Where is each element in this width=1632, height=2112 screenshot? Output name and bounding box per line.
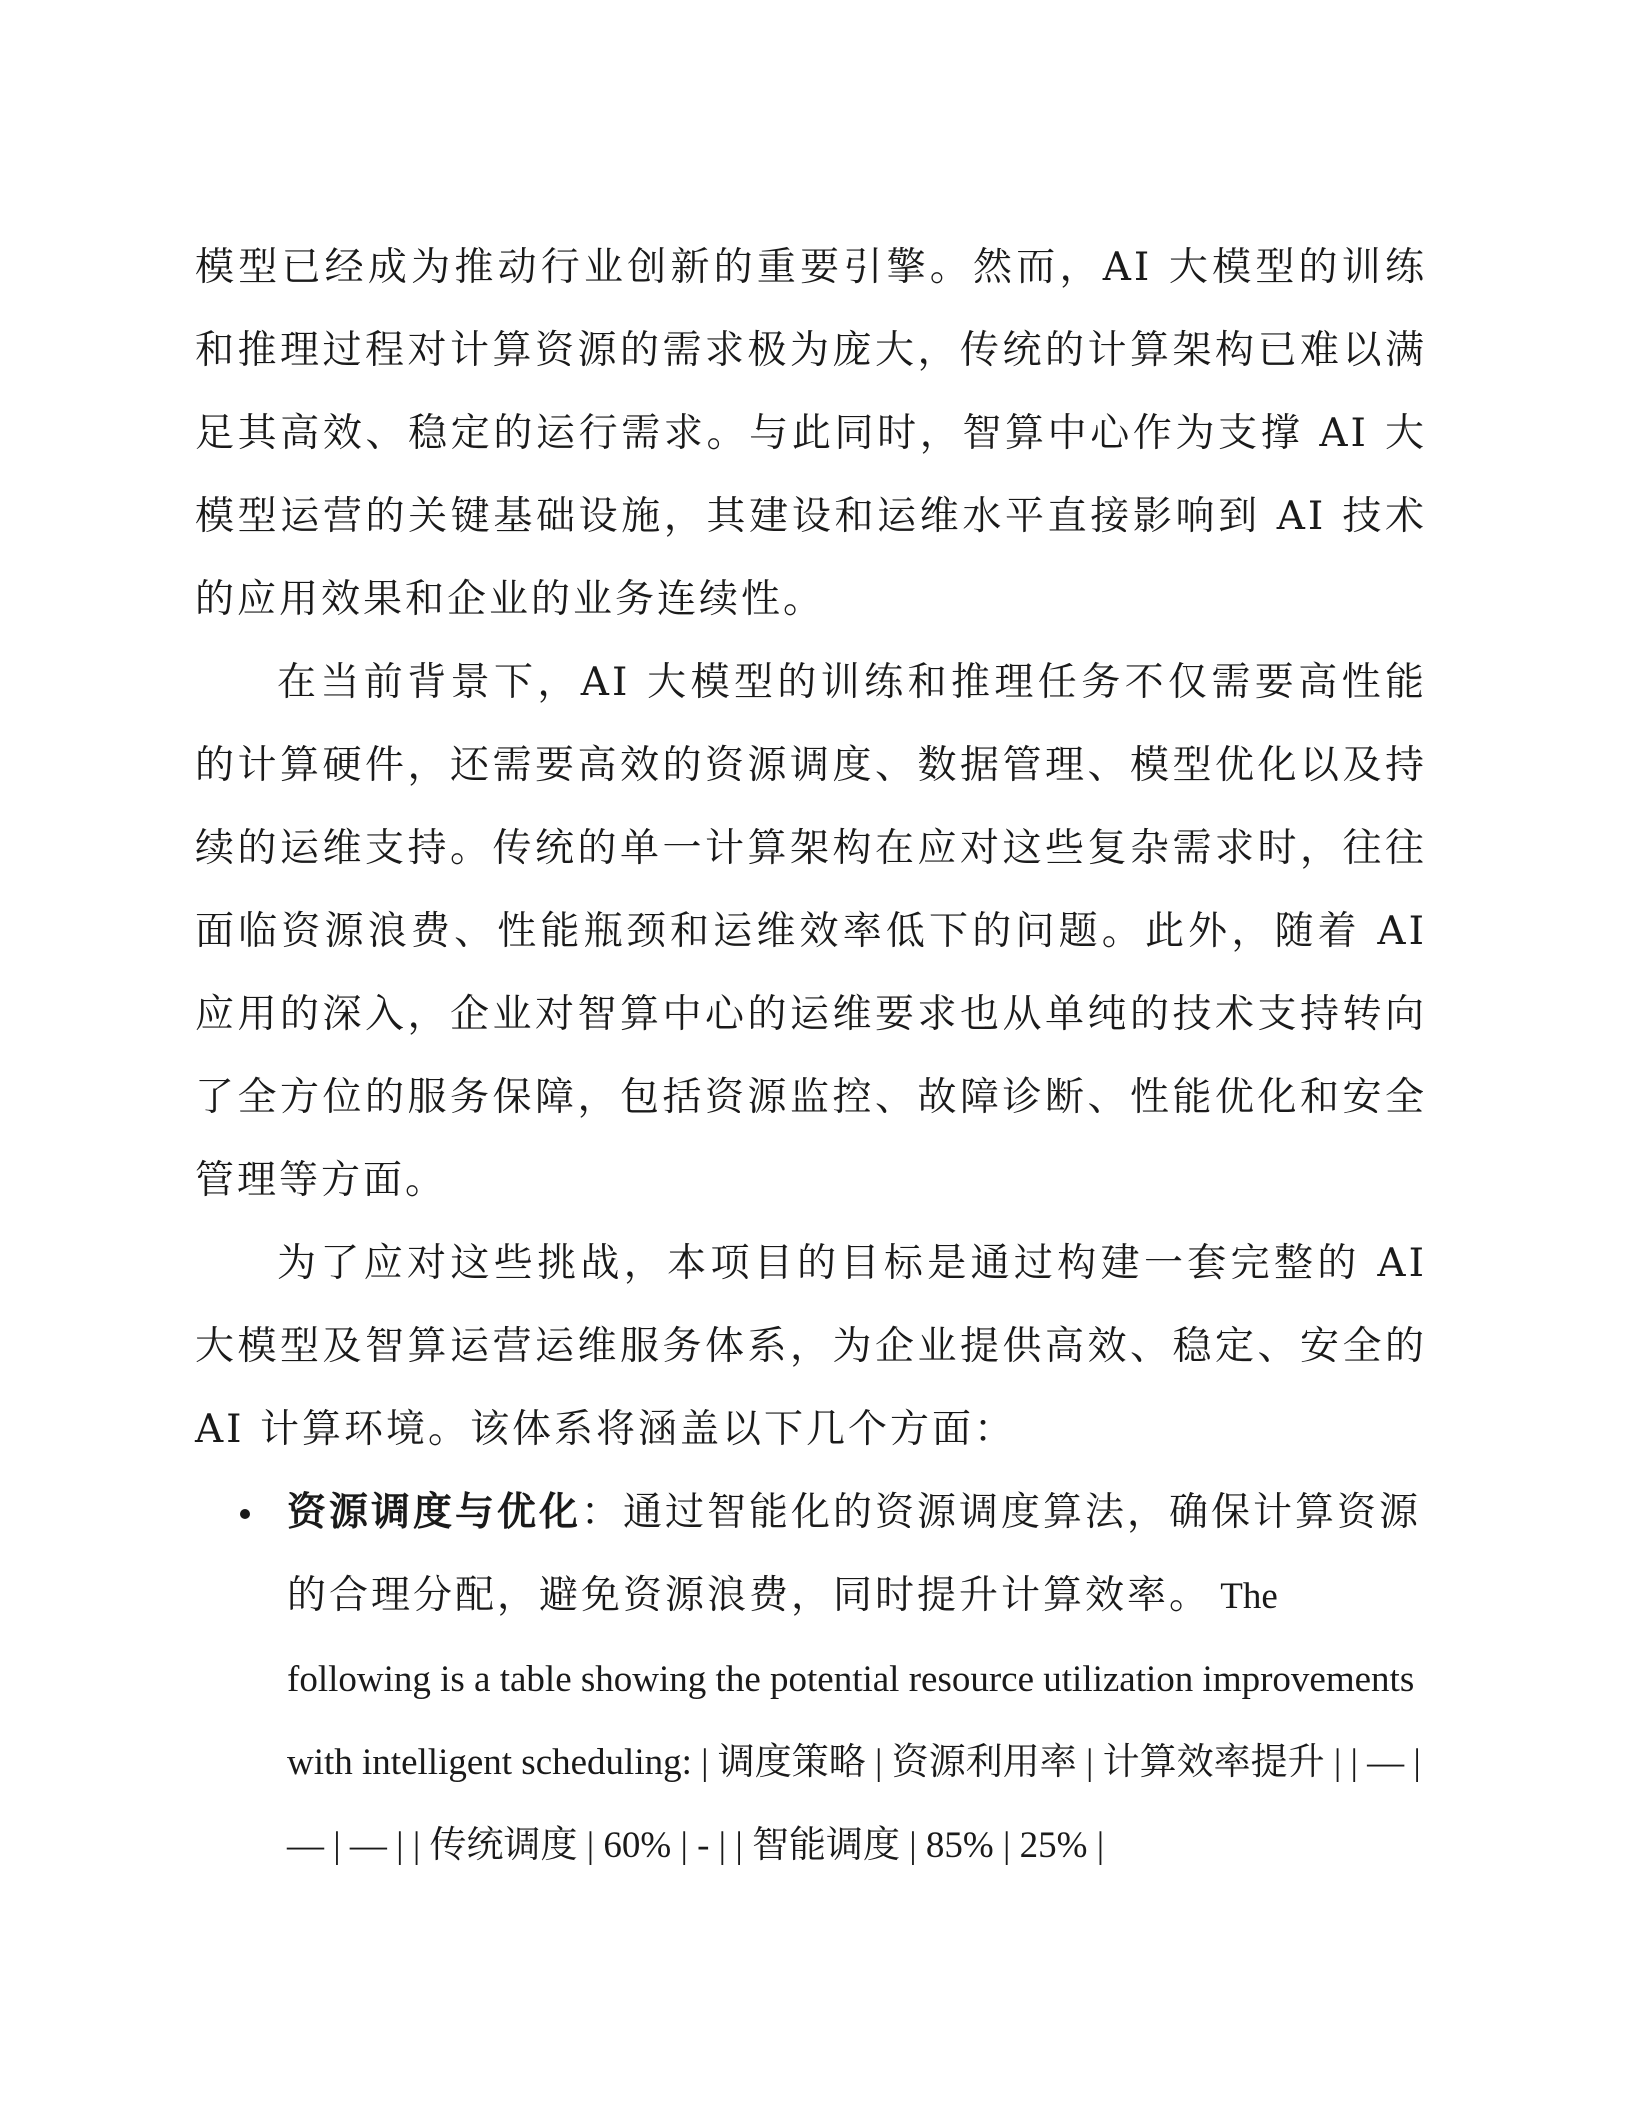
paragraph-background: 在当前背景下，AI 大模型的训练和推理任务不仅需要高性能的计算硬件，还需要高效的资源调度、数据管理、模型优化以及持续的运维支持。传统的单一计算架构在应对这些复杂需求时，往往面临资源浪费、性能瓶颈和运维效率低下的问题。此外，随着 AI 应用的深入，企业对智算中心的运维要求也从单纯的技术支持转向了全方位的服务保障，包括资源监控、故障诊断、性能优化和安全管理等方面。	[195, 660, 1427, 1203]
document-page	[195, 226, 1427, 1886]
bullet-icon	[240, 1509, 250, 1519]
inline-table-text: The following is a table showing the potential resource utilization improvements with intelligent scheduling: | 调度策略 | 资源利用率 | 计算效率提升 | | — | — | — | | 传统调度 | 60% | - | | 智能调度 | 85% | 25% |	[287, 1576, 1421, 1866]
objectives-list	[195, 1471, 1427, 1886]
list-item	[195, 1471, 1427, 1886]
paragraph-objectives: 为了应对这些挑战，本项目的目标是通过构建一套完整的 AI 大模型及智算运营运维服务体系，为企业提供高效、稳定、安全的 AI 计算环境。该体系将涵盖以下几个方面：	[195, 1241, 1427, 1452]
bullet-lead-term: 资源调度与优化	[287, 1489, 582, 1535]
bullet-description: ：通过智能化的资源调度算法，确保计算资源的合理分配，避免资源浪费，同时提升计算效率。	[287, 1490, 1422, 1618]
paragraph-intro-continued: 模型已经成为推动行业创新的重要引擎。然而，AI 大模型的训练和推理过程对计算资源的需求极为庞大，传统的计算架构已难以满足其高效、稳定的运行需求。与此同时，智算中心作为支撑 AI 大模型运营的关键基础设施，其建设和运维水平直接影响到 AI 技术的应用效果和企业的业务连续性。	[195, 245, 1427, 622]
